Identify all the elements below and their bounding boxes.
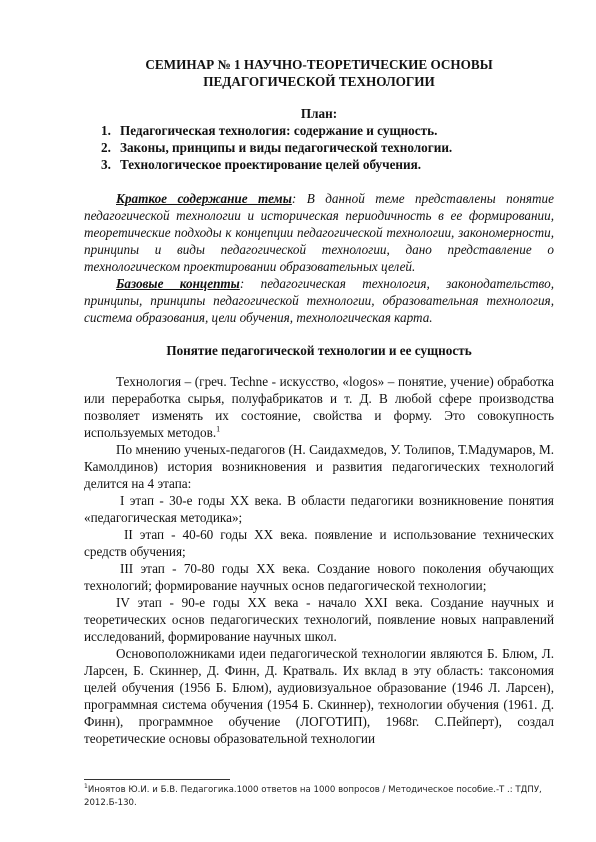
footnote-ref: 1 bbox=[216, 424, 221, 434]
footnote-text: Иноятов Ю.И. и Б.В. Педагогика.1000 ответов на 1000 вопросов / Методическое пособие.-Т .: ТДПУ, 2012.Б-130. bbox=[84, 785, 542, 808]
title-line-2: ПЕДАГОГИЧЕСКОЙ ТЕХНОЛОГИИ bbox=[203, 74, 435, 89]
section-title: Понятие педагогической технологии и ее сущность bbox=[166, 343, 472, 358]
plan-list bbox=[84, 122, 554, 173]
summary-text: : В данной теме представлены понятие педагогической технологии и историческая периодичность в ее формировании, теоретические подходы к концепции педагогической технологии, закономерности, принципы и виды педагогической технологии, дано представление о технологическом проектировании образовательных целей. bbox=[84, 191, 555, 274]
footnote bbox=[84, 784, 554, 810]
footnote-divider bbox=[84, 779, 230, 780]
footnote-number: 1 bbox=[84, 783, 88, 791]
paragraph-founders: Основоположниками идеи педагогической технологии являются Б. Блюм, Л. Ларсен, Б. Скиннер, Д. Финн, Д. Кратваль. Их вклад в эту область: таксономия целей обучения (1956 Б. Блюм), аудиовизуальное образование (1946 Л. Ларсен), программная система обучения (1954 Б. Скиннер), технологии обучения (1961. Д. Финн), программное обучение (ЛОГОТИП), 1968г. С.Пейперт), создал теоретические основы образовательной технологии bbox=[84, 646, 554, 746]
page-content bbox=[84, 56, 554, 747]
concepts-paragraph bbox=[84, 275, 554, 326]
stage-3: III этап - 70-80 годы XX века. Создание нового поколения обучающих технологий; формирование научных основ педагогической технологии; bbox=[84, 561, 554, 593]
summary-paragraph bbox=[84, 190, 554, 275]
seminar-title bbox=[84, 56, 554, 90]
paragraph-technology: Технология – (греч. Techne - искусство, «logos» – понятие, учение) обработка или переработка сырья, полуфабрикатов и т. Д. В любой сфере производства позволяет изменять их состояние, свойства и форму. Это совокупность используемых методов.$^1$ bbox=[84, 374, 554, 440]
plan-item: 2. Законы, принципы и виды педагогической технологии. bbox=[101, 140, 453, 155]
stage-1: I этап - 30-е годы XX века. В области педагогики возникновение понятия «педагогическая методика»; bbox=[84, 493, 554, 525]
title-line-1: СЕМИНАР № 1 НАУЧНО-ТЕОРЕТИЧЕСКИЕ ОСНОВЫ bbox=[145, 57, 493, 72]
paragraph-stages-intro: По мнению ученых-педагогов (Н. Саидахмедов, У. Толипов, Т.Мадумаров, М. Камолдинов) история возникновения и развития педагогических технологий делится на 4 этапа: bbox=[84, 442, 554, 491]
concepts-text: : педагогическая технология, законодательство, принципы, принципы педагогической технологии, образовательная технология, система образования, цели обучения, технологическая карта. bbox=[84, 276, 554, 325]
summary-label: Краткое содержание темы bbox=[116, 191, 292, 206]
concepts-label: Базовые концепты bbox=[116, 276, 240, 291]
stage-4: IV этап - 90-е годы XX века - начало XXI века. Создание научных и теоретических основ педагогических технологий, появление новых направлений исследований, формирование научных школ. bbox=[84, 595, 554, 644]
stage-2: II этап - 40-60 годы XX века. появление и использование технических средств обучения; bbox=[84, 527, 554, 559]
plan-heading: План: bbox=[300, 106, 338, 121]
plan-item: 1. Педагогическая технология: содержание и сущность. bbox=[101, 123, 438, 138]
plan-item: 3. Технологическое проектирование целей обучения. bbox=[101, 157, 422, 172]
